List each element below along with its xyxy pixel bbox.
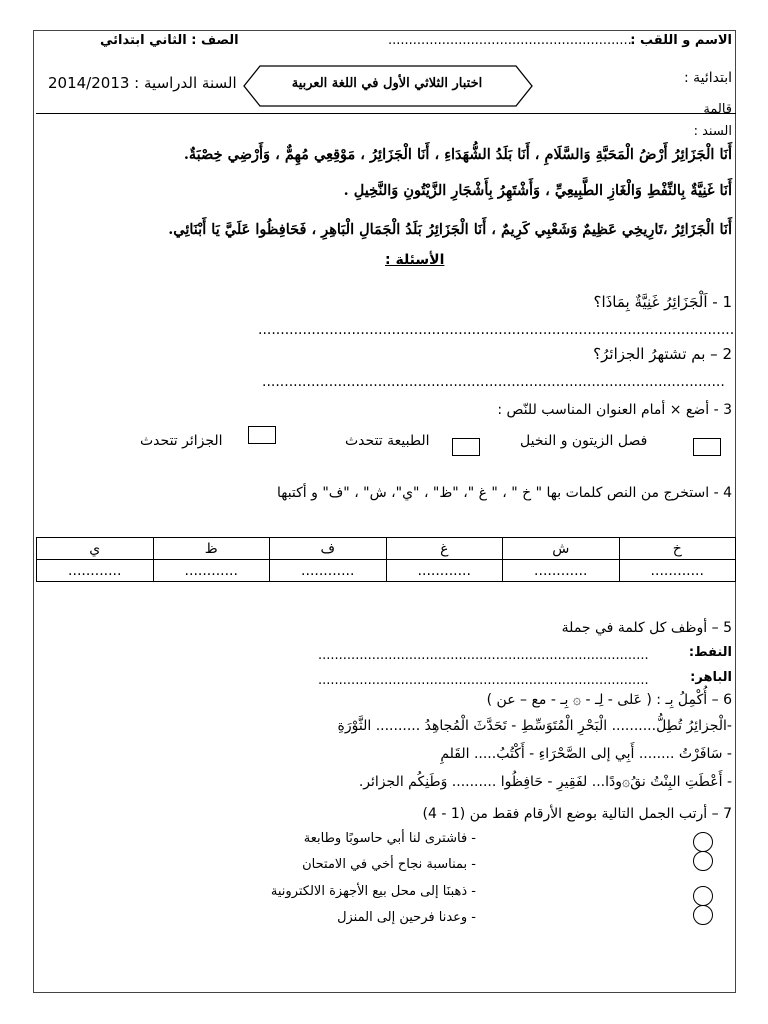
answer-cell[interactable]: ............ [270, 560, 387, 582]
exam-title: اختبار الثلاثي الأول في اللغة العربية [291, 76, 483, 91]
question-7: 7 – أرتب الجمل التالية بوضع الأرقام فقط من (1 - 4) [422, 806, 732, 822]
header-divider [36, 113, 736, 114]
option-label-2: الطبيعة تتحدث [345, 433, 430, 449]
question-5: 5 – أوظف كل كلمة في جملة [561, 620, 732, 636]
answer-cell[interactable]: ............ [37, 560, 154, 582]
answer-1-line[interactable]: ........................................................................................................... [258, 322, 735, 338]
name-label: الاسم و اللقب : [630, 33, 732, 48]
letter-cell: ف [270, 538, 387, 560]
question-2: 2 – بم تشتهرُ الجزائرُ؟ [593, 345, 732, 363]
question-1: 1 - اَلْجَزَائِرُ غَنِيَّةٌ بِمَاذَا؟ [593, 293, 732, 311]
sanad-label: السند : [693, 124, 732, 139]
option-label-1: فصل الزيتون و النخيل [520, 433, 648, 449]
question-6: 6 – أُكْمِلُ بِـ : ( عَلى - لِـ - ۞ بِـ - مع – عن ) [486, 692, 732, 708]
letters-table [36, 537, 736, 582]
question-7-item-3: - ذهبنَا إلى محل بيع الأجهزة الالكترونية [270, 884, 476, 899]
order-circle-1[interactable] [693, 832, 713, 852]
question-7-item-4: - وعدنا فرحين إلى المنزل [337, 910, 476, 925]
letter-cell: ش [503, 538, 620, 560]
letter-cell: غ [386, 538, 503, 560]
page-border [33, 30, 736, 993]
letter-cell: ي [37, 538, 154, 560]
option-checkbox-2[interactable] [452, 438, 480, 456]
answer-cell[interactable]: ............ [386, 560, 503, 582]
answer-cell[interactable]: ............ [503, 560, 620, 582]
sanad-line-3: أَنَا الْجَزَائِرُ ،تَارِيخِي عَظِيمٌ وَشَعْبِي كَرِيمٌ ، أَنَا الْجَزَائِرُ بَلَدُ الْجَمَالِ الْبَاهِرِ ، فَحَافِظُوا عَلَيَّ يَا أَبْنَائِي. [168, 221, 732, 238]
question-6-line-1: -الْجزائِرُ تُطِلُّ.......... الْبَحْرِ الْمُتَوَسِّطِ - تَحَدَّثَ الْمُجاهِدُ .......... الثَّوْرَةِ [337, 718, 732, 734]
letter-cell: ظ [153, 538, 270, 560]
question-4: 4 - استخرج من النص كلمات بها " خ " ، " غ "، "ظ" ، "ي"، ش" ، "ف" و أكتبها [276, 485, 732, 501]
order-circle-4[interactable] [693, 905, 713, 925]
school-label: ابتدائية : [683, 70, 732, 86]
option-label-3: الجزائر تتحدث [140, 433, 223, 449]
question-6-line-2: - سَافَرْتُ ........ أَبِي إلى الصَّحْرَاءِ - أَكْتُبُ..... القَلمِ [440, 746, 732, 762]
word-1-label: النفط: [688, 645, 732, 660]
option-checkbox-3[interactable] [248, 426, 276, 444]
school-year: السنة الدراسية : 2014/2013 [48, 74, 237, 92]
answer-cell[interactable]: ............ [153, 560, 270, 582]
order-circle-3[interactable] [693, 886, 713, 906]
question-6-line-3: - أَعْطَتِ البِنْتُ نقُ۞ودًا... لفَقِيرِ - حَافِظُوا .......... وَطَنِكُم الجزائر. [358, 774, 732, 790]
letter-cell: خ [619, 538, 736, 560]
name-field[interactable]: ........................................................... [388, 33, 632, 48]
word-2-label: الباهر: [690, 670, 732, 685]
answer-cell[interactable]: ............ [619, 560, 736, 582]
order-circle-2[interactable] [693, 851, 713, 871]
letters-header-row [37, 538, 736, 560]
sanad-line-1: أَنَا الْجَزَائِرُ أَرْضُ الْمَحَبَّةِ وَالسَّلَامِ ، أَنَا بَلَدُ الشُّهَدَاءِ ، أَنَا الْجَزَائِرُ ، مَوْقِعِي مُهِمٌّ ، وَأَرْضِي خِصْبَةٌ. [183, 146, 732, 163]
school-subtext: قالمة [703, 102, 732, 117]
question-7-item-2: - بمناسبة نجاح أخي في الامتحان [302, 857, 476, 872]
word-2-line[interactable]: ................................................................................ [318, 673, 649, 688]
answer-2-line[interactable]: ........................................................................................................ [262, 374, 725, 390]
sanad-line-2: أَنَا غَنِيَّةٌ بِالنِّفْطِ وَالْغَازِ الطَّبِيعِيِّ ، وَأَشْتَهِرُ بِأَشْجَارِ الزَّيْتُونِ وَالنَّخِيلِ . [343, 182, 732, 199]
letters-answer-row [37, 560, 736, 582]
questions-title: الأسئلة : [385, 252, 445, 268]
option-checkbox-1[interactable] [693, 438, 721, 456]
word-1-line[interactable]: ................................................................................ [318, 648, 649, 663]
question-3: 3 - أضع × أمام العنوان المناسب للنّص : [497, 402, 732, 418]
class-label: الصف : الثاني ابتدائي [100, 33, 239, 48]
question-7-item-1: - فاشترى لنا أبي حاسوبًا وطابعة [303, 831, 476, 846]
